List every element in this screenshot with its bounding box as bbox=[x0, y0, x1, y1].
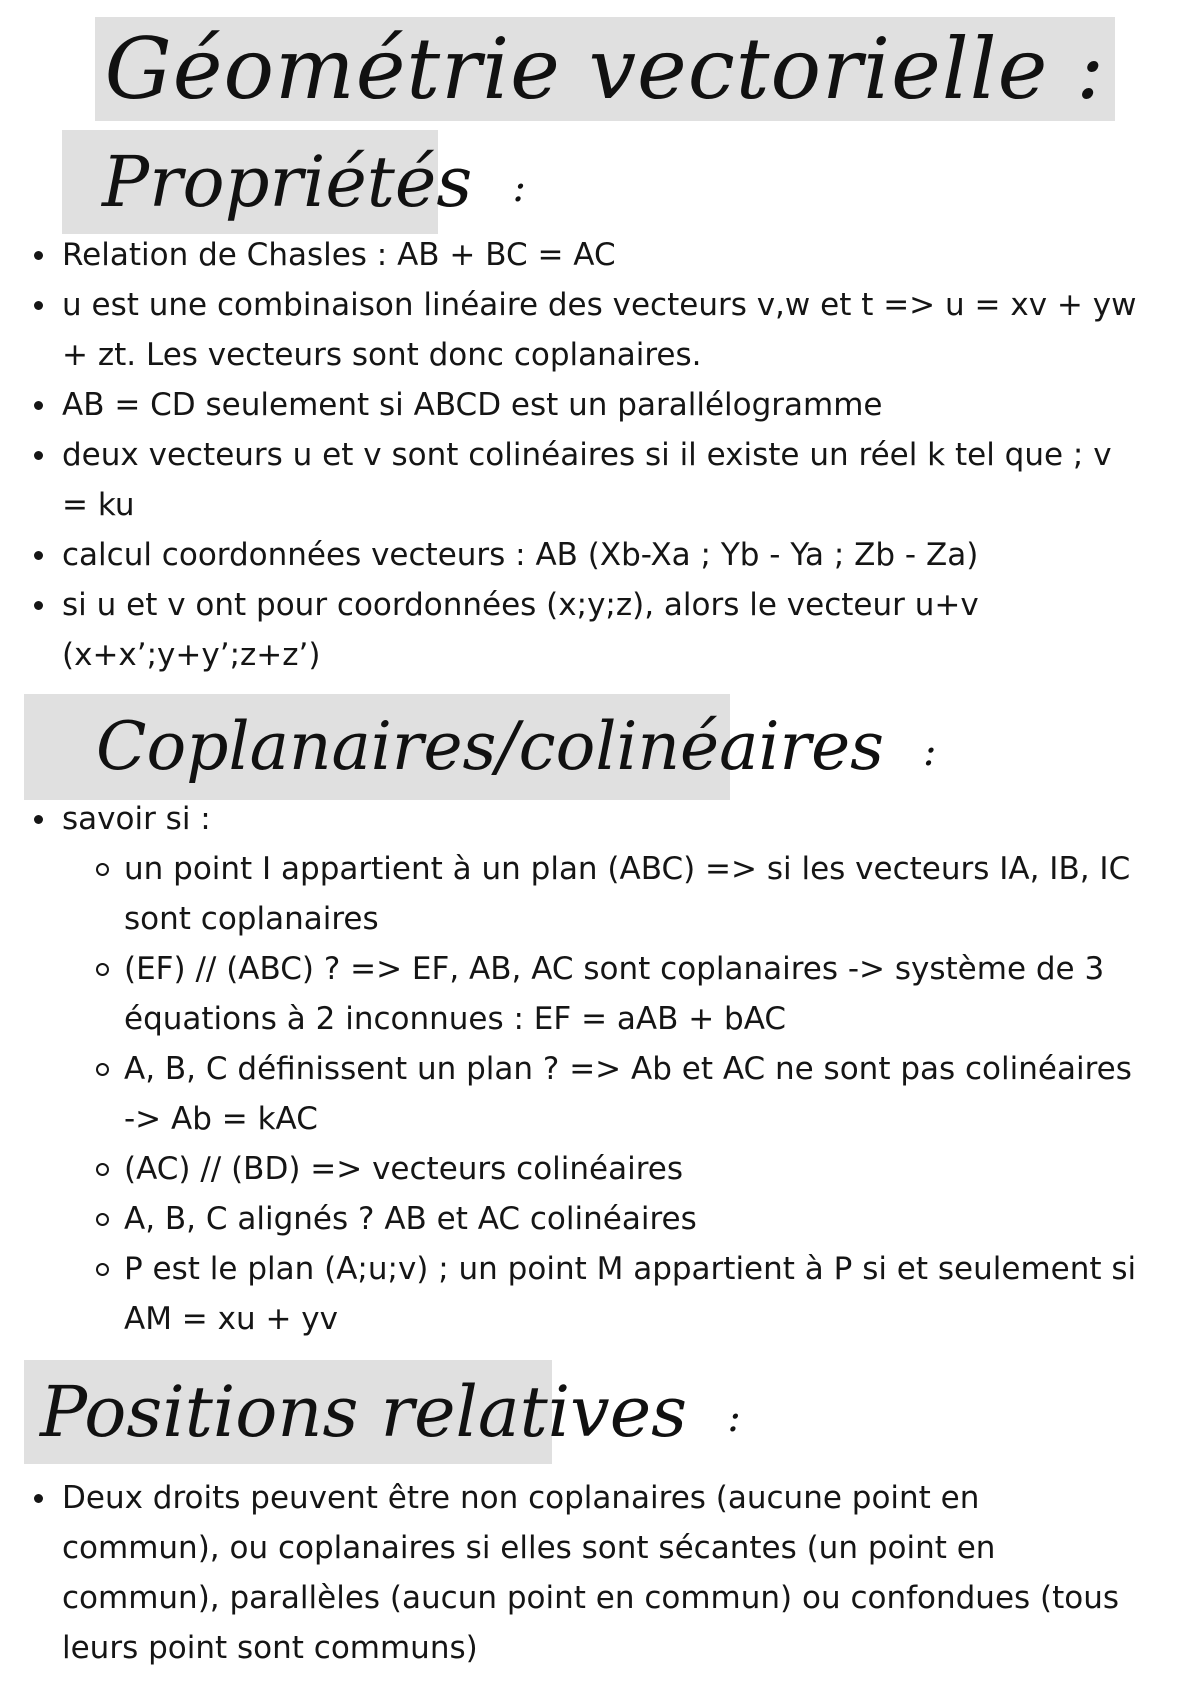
page-title-colon: : bbox=[1076, 20, 1106, 118]
list-item: calcul coordonnées vecteurs : AB (Xb-Xa ; Yb - Ya ; Zb - Za) bbox=[24, 530, 1144, 580]
section-heading-proprietes bbox=[62, 130, 527, 234]
list-item: Deux droits peuvent être non coplanaires (aucune point en commun), ou coplanaires si elles sont sécantes (un point en commun), parallèles (aucun point en commun) ou confondues (tous leurs point sont communs) bbox=[24, 1473, 1144, 1673]
sub-list-item: P est le plan (A;u;v) ; un point M appartient à P si et seulement si AM = xu + yv bbox=[24, 1244, 1144, 1344]
section-heading-positions-colon: : bbox=[727, 1395, 741, 1441]
list-item: Relation de Chasles : AB + BC = AC bbox=[24, 230, 1144, 280]
page-title-text: Géométrie vectorielle bbox=[104, 20, 1049, 118]
sub-list-item: (EF) // (ABC) ? => EF, AB, AC sont coplanaires -> système de 3 équations à 2 inconnues : EF = aAB + bAC bbox=[24, 944, 1144, 1044]
sub-list-item: A, B, C alignés ? AB et AC colinéaires bbox=[24, 1194, 1144, 1244]
sub-list-item: A, B, C définissent un plan ? => Ab et AC ne sont pas colinéaires -> Ab = kAC bbox=[24, 1044, 1144, 1144]
list-item: deux vecteurs u et v sont colinéaires si il existe un réel k tel que ; v = ku bbox=[24, 430, 1144, 530]
page-title bbox=[105, 17, 1106, 121]
section-heading-coplanaires-colon: : bbox=[923, 729, 937, 775]
section-heading-positions-text: Positions relatives bbox=[40, 1371, 688, 1453]
coplanaires-list bbox=[24, 794, 1144, 1344]
coplanaires-sublist bbox=[62, 844, 1144, 1344]
sub-list-item: (AC) // (BD) => vecteurs colinéaires bbox=[24, 1144, 1144, 1194]
list-item bbox=[24, 794, 1144, 1344]
list-item: u est une combinaison linéaire des vecteurs v,w et t => u = xv + yw + zt. Les vecteurs sont donc coplanaires. bbox=[24, 280, 1144, 380]
list-item: si u et v ont pour coordonnées (x;y;z), alors le vecteur u+v (x+x’;y+y’;z+z’) bbox=[24, 580, 1144, 680]
list-item: AB = CD seulement si ABCD est un parallélogramme bbox=[24, 380, 1144, 430]
section-heading-proprietes-text: Propriétés bbox=[102, 141, 473, 223]
section-heading-coplanaires-text: Coplanaires/colinéaires bbox=[96, 708, 885, 785]
list-item-intro: savoir si : bbox=[62, 801, 211, 837]
proprietes-list bbox=[24, 230, 1144, 680]
positions-list bbox=[24, 1473, 1144, 1673]
sub-list-item: un point I appartient à un plan (ABC) => si les vecteurs IA, IB, IC sont coplanaires bbox=[24, 844, 1144, 944]
section-heading-positions bbox=[24, 1360, 741, 1464]
page-title-banner bbox=[95, 17, 1115, 121]
section-heading-coplanaires bbox=[24, 694, 937, 800]
section-heading-proprietes-colon: : bbox=[512, 165, 527, 211]
